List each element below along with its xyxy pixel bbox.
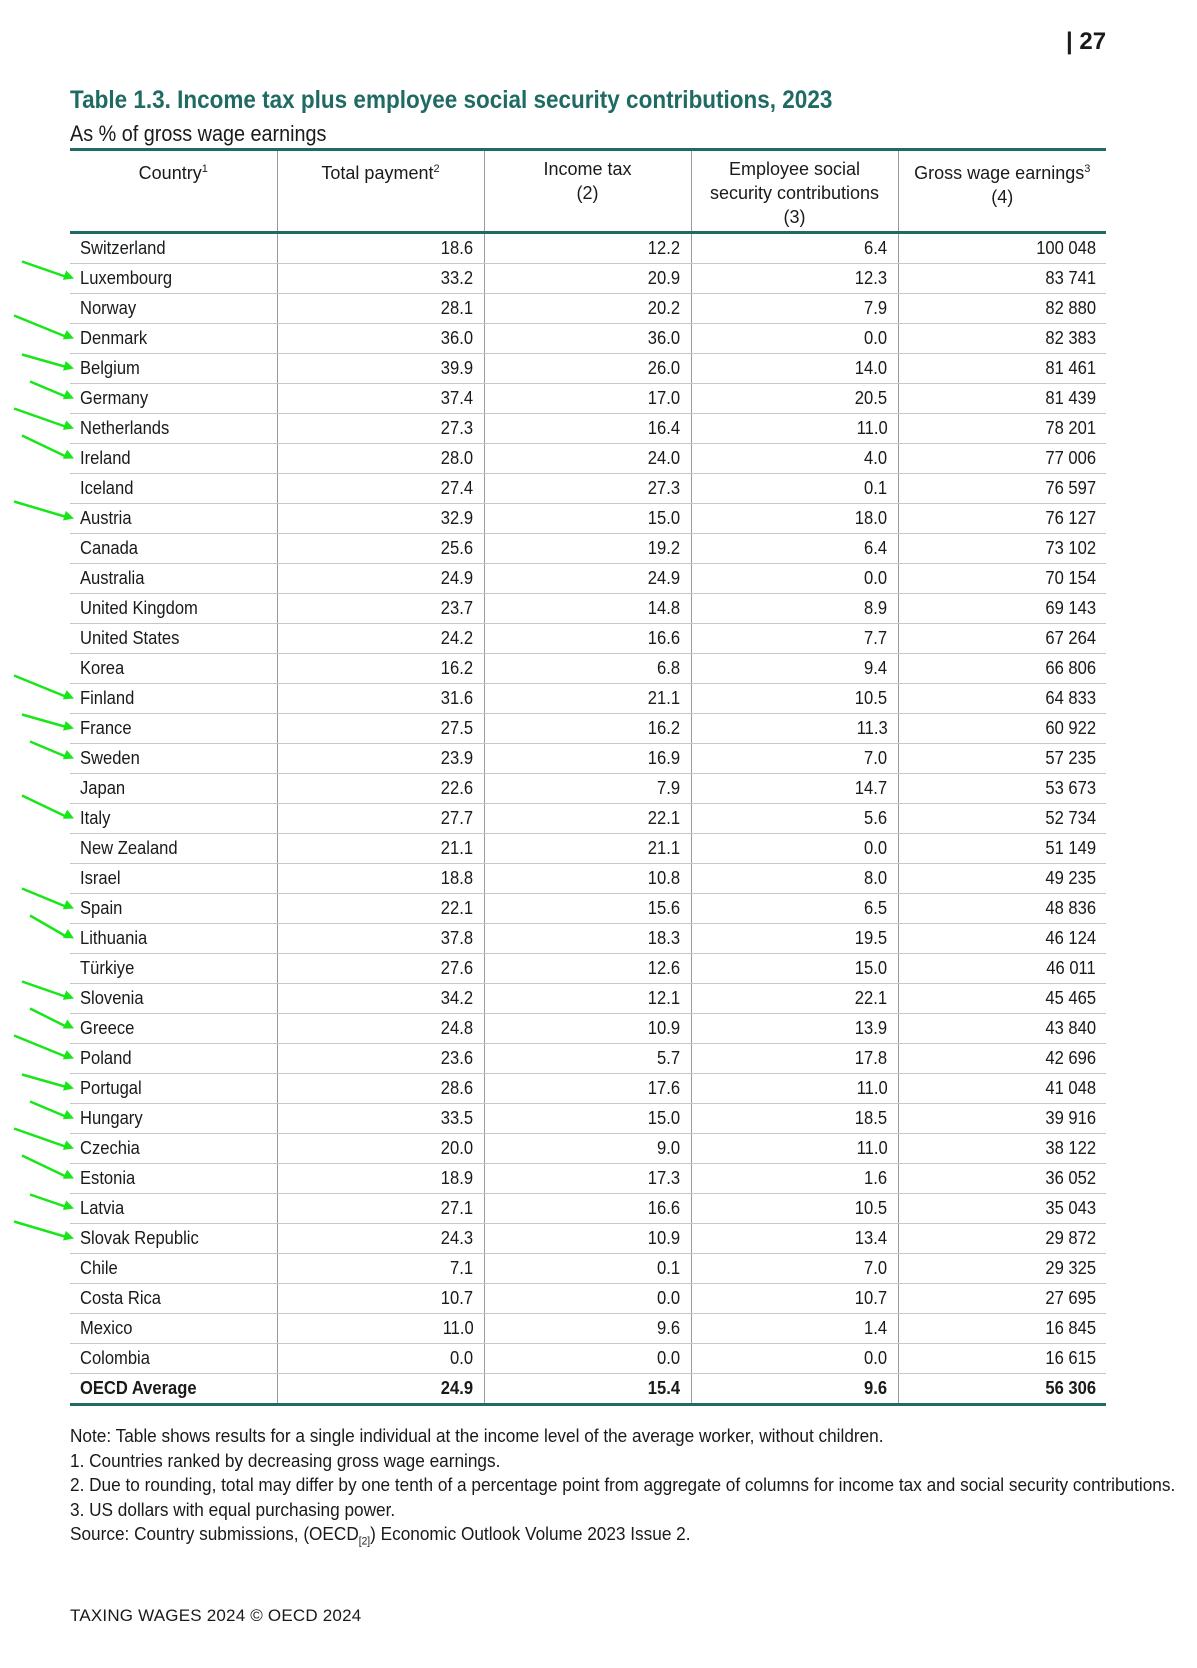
- page-footer: TAXING WAGES 2024 © OECD 2024: [70, 1606, 362, 1625]
- cell-employee-ssc: 9.4: [691, 654, 898, 684]
- cell-country: United Kingdom: [70, 594, 277, 624]
- cell-income-tax: 24.0: [484, 444, 691, 474]
- table-row: [70, 864, 1106, 894]
- cell-total-payment: 34.2: [277, 984, 484, 1014]
- arrow-annotation: [22, 1075, 74, 1091]
- table-row: [70, 1134, 1106, 1164]
- cell-employee-ssc: 10.5: [691, 1194, 898, 1224]
- arrow-annotation: [14, 676, 74, 700]
- cell-total-payment: 27.5: [277, 714, 484, 744]
- cell-employee-ssc: 7.9: [691, 294, 898, 324]
- cell-gross-wage: 82 880: [898, 294, 1106, 324]
- cell-income-tax: 12.6: [484, 954, 691, 984]
- cell-country: Portugal: [70, 1074, 277, 1104]
- cell-employee-ssc: 18.5: [691, 1104, 898, 1134]
- header-gross-wage: Gross wage earnings$^3$ (4): [898, 150, 1106, 233]
- arrow-annotation: [22, 1156, 74, 1179]
- cell-employee-ssc: 0.0: [691, 834, 898, 864]
- cell-total-payment: 27.4: [277, 474, 484, 504]
- cell-total-payment: 22.6: [277, 774, 484, 804]
- arrow-annotation: [14, 1036, 74, 1060]
- cell-income-tax: 15.4: [484, 1374, 691, 1405]
- data-table: [70, 148, 1106, 1406]
- cell-employee-ssc: 19.5: [691, 924, 898, 954]
- table-row: [70, 954, 1106, 984]
- cell-employee-ssc: 11.0: [691, 1074, 898, 1104]
- cell-country: Iceland: [70, 474, 277, 504]
- cell-employee-ssc: 10.7: [691, 1284, 898, 1314]
- cell-country: Canada: [70, 534, 277, 564]
- cell-income-tax: 15.0: [484, 1104, 691, 1134]
- cell-employee-ssc: 8.0: [691, 864, 898, 894]
- cell-country: Costa Rica: [70, 1284, 277, 1314]
- cell-income-tax: 24.9: [484, 564, 691, 594]
- cell-income-tax: 0.0: [484, 1344, 691, 1374]
- arrow-annotation: [30, 1009, 74, 1029]
- cell-employee-ssc: 14.7: [691, 774, 898, 804]
- arrow-annotation: [14, 502, 74, 521]
- cell-income-tax: 10.9: [484, 1224, 691, 1254]
- cell-employee-ssc: 17.8: [691, 1044, 898, 1074]
- cell-country: Australia: [70, 564, 277, 594]
- header-employee-ssc: Employee social security contributions (3): [691, 150, 898, 233]
- cell-gross-wage: 38 122: [898, 1134, 1106, 1164]
- cell-gross-wage: 81 439: [898, 384, 1106, 414]
- arrow-annotation: [14, 1222, 74, 1241]
- cell-income-tax: 21.1: [484, 834, 691, 864]
- cell-income-tax: 5.7: [484, 1044, 691, 1074]
- cell-income-tax: 22.1: [484, 804, 691, 834]
- cell-income-tax: 12.1: [484, 984, 691, 1014]
- cell-total-payment: 24.8: [277, 1014, 484, 1044]
- cell-total-payment: 33.5: [277, 1104, 484, 1134]
- cell-income-tax: 16.2: [484, 714, 691, 744]
- cell-employee-ssc: 13.9: [691, 1014, 898, 1044]
- arrow-annotation: [30, 1195, 74, 1210]
- cell-country: Denmark: [70, 324, 277, 354]
- cell-income-tax: 21.1: [484, 684, 691, 714]
- page-number: | 27: [1066, 28, 1107, 55]
- cell-total-payment: 33.2: [277, 264, 484, 294]
- cell-gross-wage: 64 833: [898, 684, 1106, 714]
- source-line: Source: Country submissions, $(OECD_{[2]})$ Economic Outlook Volume 2023 Issue 2.: [70, 1523, 691, 1548]
- cell-gross-wage: 53 673: [898, 774, 1106, 804]
- cell-income-tax: 15.0: [484, 504, 691, 534]
- cell-total-payment: 27.6: [277, 954, 484, 984]
- cell-employee-ssc: 7.0: [691, 1254, 898, 1284]
- cell-employee-ssc: 4.0: [691, 444, 898, 474]
- cell-gross-wage: 35 043: [898, 1194, 1106, 1224]
- cell-gross-wage: 70 154: [898, 564, 1106, 594]
- table-row: [70, 984, 1106, 1014]
- cell-total-payment: 27.3: [277, 414, 484, 444]
- cell-gross-wage: 49 235: [898, 864, 1106, 894]
- table-row: [70, 684, 1106, 714]
- cell-country: Israel: [70, 864, 277, 894]
- cell-total-payment: 39.9: [277, 354, 484, 384]
- arrow-annotation: [22, 355, 74, 371]
- cell-total-payment: 22.1: [277, 894, 484, 924]
- cell-employee-ssc: 22.1: [691, 984, 898, 1014]
- cell-gross-wage: 45 465: [898, 984, 1106, 1014]
- cell-country: Belgium: [70, 354, 277, 384]
- cell-gross-wage: 46 011: [898, 954, 1106, 984]
- table-row: [70, 594, 1106, 624]
- table-row: [70, 474, 1106, 504]
- cell-income-tax: 9.6: [484, 1314, 691, 1344]
- table-row: [70, 624, 1106, 654]
- table-header: [70, 150, 1106, 233]
- table-row: [70, 233, 1106, 264]
- cell-gross-wage: 83 741: [898, 264, 1106, 294]
- cell-country: Poland: [70, 1044, 277, 1074]
- cell-income-tax: 0.1: [484, 1254, 691, 1284]
- cell-income-tax: 17.0: [484, 384, 691, 414]
- table-row: [70, 924, 1106, 954]
- cell-gross-wage: 36 052: [898, 1164, 1106, 1194]
- cell-employee-ssc: 8.9: [691, 594, 898, 624]
- cell-gross-wage: 73 102: [898, 534, 1106, 564]
- cell-employee-ssc: 11.0: [691, 1134, 898, 1164]
- table-row: [70, 534, 1106, 564]
- table-row: [70, 744, 1106, 774]
- cell-employee-ssc: 7.7: [691, 624, 898, 654]
- cell-employee-ssc: 6.5: [691, 894, 898, 924]
- cell-country: Hungary: [70, 1104, 277, 1134]
- cell-gross-wage: 16 615: [898, 1344, 1106, 1374]
- cell-total-payment: 18.6: [277, 233, 484, 264]
- cell-total-payment: 7.1: [277, 1254, 484, 1284]
- cell-gross-wage: 16 845: [898, 1314, 1106, 1344]
- cell-gross-wage: 57 235: [898, 744, 1106, 774]
- cell-employee-ssc: 18.0: [691, 504, 898, 534]
- cell-employee-ssc: 1.6: [691, 1164, 898, 1194]
- table-row: [70, 324, 1106, 354]
- table-title: Table 1.3. Income tax plus employee social security contributions, 2023: [70, 86, 833, 114]
- table-row: [70, 1074, 1106, 1104]
- cell-employee-ssc: 6.4: [691, 534, 898, 564]
- cell-total-payment: 0.0: [277, 1344, 484, 1374]
- cell-total-payment: 31.6: [277, 684, 484, 714]
- cell-employee-ssc: 20.5: [691, 384, 898, 414]
- cell-income-tax: 6.8: [484, 654, 691, 684]
- table-row: [70, 714, 1106, 744]
- table-row: [70, 804, 1106, 834]
- cell-country: United States: [70, 624, 277, 654]
- cell-country: Chile: [70, 1254, 277, 1284]
- cell-total-payment: 36.0: [277, 324, 484, 354]
- cell-gross-wage: 46 124: [898, 924, 1106, 954]
- cell-income-tax: 14.8: [484, 594, 691, 624]
- note-line: 1. Countries ranked by decreasing gross wage earnings.: [70, 1449, 501, 1471]
- cell-country: Luxembourg: [70, 264, 277, 294]
- note-line: 3. US dollars with equal purchasing power.: [70, 1498, 396, 1520]
- cell-total-payment: 25.6: [277, 534, 484, 564]
- cell-country: Korea: [70, 654, 277, 684]
- arrow-annotation: [14, 409, 74, 430]
- cell-country: Netherlands: [70, 414, 277, 444]
- cell-income-tax: 16.9: [484, 744, 691, 774]
- cell-total-payment: 18.8: [277, 864, 484, 894]
- table-row: [70, 774, 1106, 804]
- arrow-annotation: [30, 382, 74, 400]
- table-row: [70, 1014, 1106, 1044]
- cell-country: OECD Average: [70, 1374, 277, 1405]
- table-row: [70, 294, 1106, 324]
- cell-income-tax: 10.9: [484, 1014, 691, 1044]
- cell-gross-wage: 43 840: [898, 1014, 1106, 1044]
- cell-total-payment: 24.3: [277, 1224, 484, 1254]
- arrow-annotation: [30, 916, 74, 939]
- cell-country: Ireland: [70, 444, 277, 474]
- table-row: [70, 834, 1106, 864]
- cell-employee-ssc: 9.6: [691, 1374, 898, 1405]
- cell-gross-wage: 42 696: [898, 1044, 1106, 1074]
- cell-country: Mexico: [70, 1314, 277, 1344]
- cell-country: Italy: [70, 804, 277, 834]
- cell-income-tax: 26.0: [484, 354, 691, 384]
- table-row: [70, 1104, 1106, 1134]
- cell-income-tax: 7.9: [484, 774, 691, 804]
- cell-income-tax: 9.0: [484, 1134, 691, 1164]
- cell-gross-wage: 82 383: [898, 324, 1106, 354]
- cell-income-tax: 15.6: [484, 894, 691, 924]
- cell-income-tax: 10.8: [484, 864, 691, 894]
- cell-gross-wage: 41 048: [898, 1074, 1106, 1104]
- cell-employee-ssc: 0.0: [691, 1344, 898, 1374]
- cell-gross-wage: 27 695: [898, 1284, 1106, 1314]
- table-row: [70, 1224, 1106, 1254]
- table-row: [70, 654, 1106, 684]
- cell-income-tax: 16.4: [484, 414, 691, 444]
- cell-income-tax: 17.6: [484, 1074, 691, 1104]
- cell-country: Austria: [70, 504, 277, 534]
- cell-total-payment: 16.2: [277, 654, 484, 684]
- cell-country: Germany: [70, 384, 277, 414]
- cell-employee-ssc: 15.0: [691, 954, 898, 984]
- arrow-annotation: [14, 1129, 74, 1150]
- arrow-annotation: [22, 982, 74, 1000]
- header-country: Country$^1$: [138, 163, 208, 183]
- cell-country: Greece: [70, 1014, 277, 1044]
- cell-total-payment: 28.0: [277, 444, 484, 474]
- cell-country: Türkiye: [70, 954, 277, 984]
- table-row: [70, 1314, 1106, 1344]
- table-row: [70, 894, 1106, 924]
- cell-gross-wage: 52 734: [898, 804, 1106, 834]
- cell-gross-wage: 66 806: [898, 654, 1106, 684]
- cell-country: Czechia: [70, 1134, 277, 1164]
- cell-gross-wage: 48 836: [898, 894, 1106, 924]
- table-row: [70, 414, 1106, 444]
- cell-gross-wage: 76 127: [898, 504, 1106, 534]
- cell-country: Lithuania: [70, 924, 277, 954]
- arrow-annotation: [22, 715, 74, 731]
- table-row: [70, 564, 1106, 594]
- table-row: [70, 1194, 1106, 1224]
- cell-total-payment: 23.6: [277, 1044, 484, 1074]
- table-row: [70, 1044, 1106, 1074]
- cell-employee-ssc: 0.0: [691, 564, 898, 594]
- cell-country: Spain: [70, 894, 277, 924]
- cell-employee-ssc: 6.4: [691, 233, 898, 264]
- header-total-payment: Total payment$^2$: [277, 150, 484, 233]
- table-body: [70, 233, 1106, 1405]
- cell-income-tax: 17.3: [484, 1164, 691, 1194]
- cell-income-tax: 20.9: [484, 264, 691, 294]
- cell-country: Sweden: [70, 744, 277, 774]
- cell-employee-ssc: 5.6: [691, 804, 898, 834]
- table-row: [70, 1254, 1106, 1284]
- cell-total-payment: 37.4: [277, 384, 484, 414]
- cell-gross-wage: 76 597: [898, 474, 1106, 504]
- arrow-annotation: [22, 262, 74, 280]
- cell-income-tax: 20.2: [484, 294, 691, 324]
- cell-gross-wage: 56 306: [898, 1374, 1106, 1405]
- cell-total-payment: 32.9: [277, 504, 484, 534]
- cell-employee-ssc: 0.1: [691, 474, 898, 504]
- note-line: Note: Table shows results for a single individual at the income level of the average worker, without children.: [70, 1425, 884, 1446]
- cell-income-tax: 19.2: [484, 534, 691, 564]
- cell-gross-wage: 67 264: [898, 624, 1106, 654]
- cell-country: Norway: [70, 294, 277, 324]
- cell-income-tax: 16.6: [484, 624, 691, 654]
- cell-gross-wage: 81 461: [898, 354, 1106, 384]
- cell-employee-ssc: 13.4: [691, 1224, 898, 1254]
- note-line: 2. Due to rounding, total may differ by one tenth of a percentage point from aggregate of columns for income tax and social security contributions.: [70, 1474, 1176, 1495]
- cell-total-payment: 24.2: [277, 624, 484, 654]
- cell-income-tax: 27.3: [484, 474, 691, 504]
- cell-employee-ssc: 10.5: [691, 684, 898, 714]
- cell-country: New Zealand: [70, 834, 277, 864]
- cell-gross-wage: 39 916: [898, 1104, 1106, 1134]
- cell-employee-ssc: 1.4: [691, 1314, 898, 1344]
- cell-employee-ssc: 0.0: [691, 324, 898, 354]
- cell-country: Finland: [70, 684, 277, 714]
- cell-total-payment: 37.8: [277, 924, 484, 954]
- cell-total-payment: 24.9: [277, 1374, 484, 1405]
- table-row: [70, 504, 1106, 534]
- table-row: [70, 444, 1106, 474]
- cell-total-payment: 20.0: [277, 1134, 484, 1164]
- cell-gross-wage: 100 048: [898, 233, 1106, 264]
- cell-employee-ssc: 11.0: [691, 414, 898, 444]
- cell-country: Japan: [70, 774, 277, 804]
- table-row: [70, 1164, 1106, 1194]
- cell-total-payment: 24.9: [277, 564, 484, 594]
- table-subtitle: As % of gross wage earnings: [70, 121, 327, 146]
- cell-total-payment: 28.1: [277, 294, 484, 324]
- table-row: [70, 1284, 1106, 1314]
- cell-total-payment: 23.7: [277, 594, 484, 624]
- cell-country: France: [70, 714, 277, 744]
- cell-gross-wage: 29 872: [898, 1224, 1106, 1254]
- cell-income-tax: 16.6: [484, 1194, 691, 1224]
- arrow-annotation: [30, 742, 74, 760]
- cell-gross-wage: 51 149: [898, 834, 1106, 864]
- cell-total-payment: 10.7: [277, 1284, 484, 1314]
- table-row: [70, 1344, 1106, 1374]
- cell-employee-ssc: 7.0: [691, 744, 898, 774]
- cell-income-tax: 12.2: [484, 233, 691, 264]
- cell-employee-ssc: 12.3: [691, 264, 898, 294]
- table-notes: [70, 1424, 1176, 1554]
- cell-total-payment: 11.0: [277, 1314, 484, 1344]
- cell-gross-wage: 60 922: [898, 714, 1106, 744]
- cell-total-payment: 28.6: [277, 1074, 484, 1104]
- cell-gross-wage: 69 143: [898, 594, 1106, 624]
- cell-gross-wage: 77 006: [898, 444, 1106, 474]
- cell-country: Switzerland: [70, 233, 277, 264]
- header-row: [70, 150, 1106, 233]
- cell-total-payment: 27.7: [277, 804, 484, 834]
- cell-employee-ssc: 14.0: [691, 354, 898, 384]
- arrow-annotation: [22, 436, 74, 459]
- table-row: [70, 384, 1106, 414]
- cell-total-payment: 23.9: [277, 744, 484, 774]
- cell-country: Slovenia: [70, 984, 277, 1014]
- header-income-tax: Income tax (2): [484, 150, 691, 233]
- cell-total-payment: 18.9: [277, 1164, 484, 1194]
- cell-employee-ssc: 11.3: [691, 714, 898, 744]
- cell-gross-wage: 29 325: [898, 1254, 1106, 1284]
- arrow-annotation: [22, 889, 74, 910]
- table-row: [70, 354, 1106, 384]
- arrow-annotation: [22, 796, 74, 819]
- cell-income-tax: 0.0: [484, 1284, 691, 1314]
- cell-country: Colombia: [70, 1344, 277, 1374]
- cell-total-payment: 21.1: [277, 834, 484, 864]
- cell-country: Slovak Republic: [70, 1224, 277, 1254]
- cell-income-tax: 36.0: [484, 324, 691, 354]
- cell-income-tax: 18.3: [484, 924, 691, 954]
- arrow-annotation: [14, 316, 74, 340]
- table-row: [70, 264, 1106, 294]
- cell-gross-wage: 78 201: [898, 414, 1106, 444]
- cell-total-payment: 27.1: [277, 1194, 484, 1224]
- cell-country: Latvia: [70, 1194, 277, 1224]
- cell-country: Estonia: [70, 1164, 277, 1194]
- arrow-annotation: [30, 1102, 74, 1120]
- average-row: [70, 1374, 1106, 1405]
